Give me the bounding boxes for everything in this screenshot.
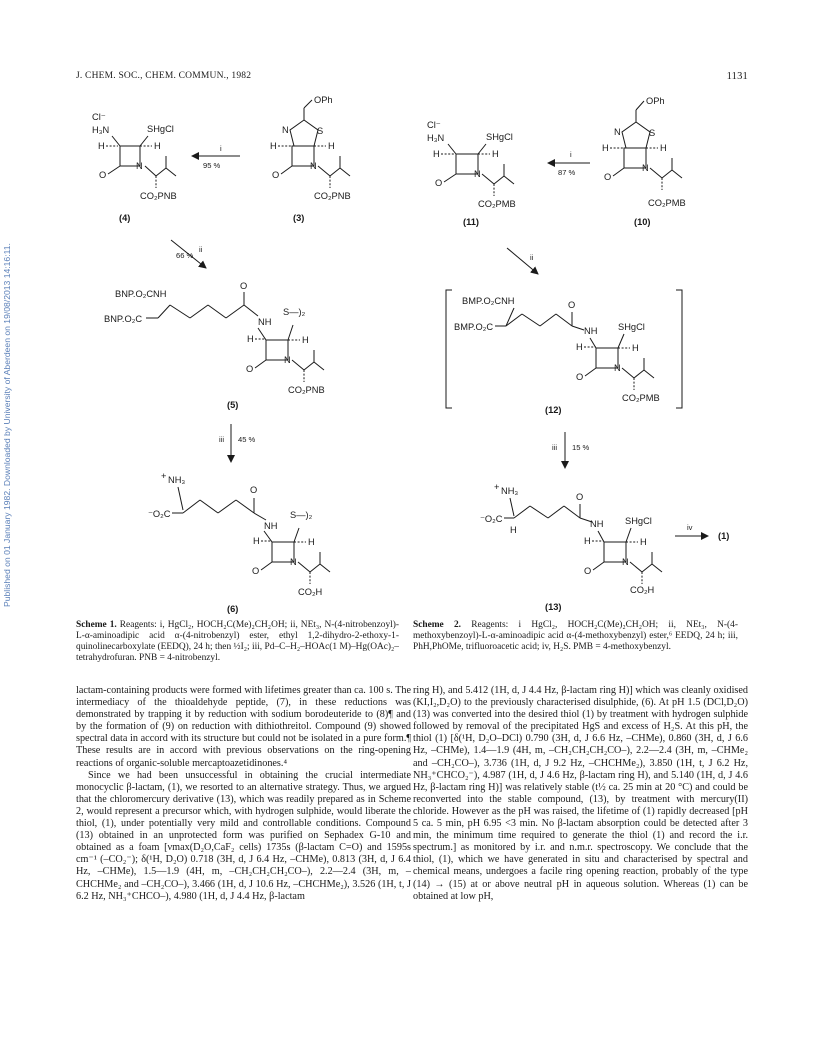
compound-12-structure: [454, 296, 660, 415]
compound-6-structure: [148, 471, 330, 614]
svg-text:H: H: [584, 536, 591, 546]
download-watermark: Published on 01 January 1982. Downloaded by University of Aberdeen on 19/08/2013 14:16:11.: [2, 243, 12, 607]
svg-text:CO₂PMB: CO₂PMB: [478, 199, 516, 209]
svg-text:H: H: [510, 525, 517, 535]
svg-text:iii: iii: [552, 443, 558, 452]
svg-text:NH: NH: [590, 519, 604, 529]
svg-text:+: +: [494, 482, 500, 492]
svg-text:NH: NH: [584, 326, 598, 336]
svg-text:O: O: [576, 372, 584, 382]
svg-text:S—)₂: S—)₂: [283, 307, 306, 317]
compound-5-structure: [104, 281, 325, 410]
svg-text:H: H: [302, 335, 309, 345]
svg-text:SHgCl: SHgCl: [625, 516, 652, 526]
svg-text:SHgCl: SHgCl: [486, 132, 513, 142]
svg-text:i: i: [570, 150, 572, 159]
svg-text:H: H: [270, 141, 277, 151]
svg-text:S: S: [317, 126, 324, 136]
compound-13-structure: [480, 482, 662, 612]
svg-text:H: H: [640, 537, 647, 547]
svg-text:NH: NH: [258, 317, 272, 327]
svg-text:87 %: 87 %: [558, 168, 576, 177]
svg-text:N: N: [310, 161, 317, 171]
svg-text:iii: iii: [219, 435, 225, 444]
svg-text:N: N: [282, 125, 289, 135]
svg-text:Cl⁻: Cl⁻: [92, 112, 106, 122]
paragraph: Since we had been unsuccessful in obtaining the crucial intermediate monocyclic β-lactam, (1), we resorted to an alternative strategy. Thus, we argued that the chloromercury derivative (13), which was readily prepared as in Scheme 2, would represent a precursor which, with hydrogen sulphide, would liberate the thiol, (1), under potentially very mild and controllable conditions. Compound (13) obtained in an unprotected form was purified on Sephadex G-10 and obtained as a foam [νmax(D₂O,CaF₂ cells) 1735s (β-lactam C=O) and 1595s cm⁻¹ (–CO₂⁻); δ(¹H, D₂O) 0.718 (3H, d, J 6.4 Hz, –CHMe), 0.813 (3H, d, J 6.4 Hz, –CHMe), 1.5—1.9 (4H, m, –CH₂CH₂CH₂CO–), 2.2—2.4 (3H, m, –CHCHMe₂ and –CH₂CO–), 3.466 (1H, d, J 10.6 Hz, –CHCHMe₂), 3.526 (1H, t, J 6.2 Hz, NH₃⁺CHCO–), 4.980 (1H, d, J 4.4 Hz, β-lactam: [76, 769, 411, 902]
svg-text:H: H: [660, 143, 667, 153]
svg-text:H: H: [308, 537, 315, 547]
svg-text:SHgCl: SHgCl: [147, 124, 174, 134]
svg-text:H: H: [576, 342, 583, 352]
svg-text:BMP.O₂CNH: BMP.O₂CNH: [462, 296, 515, 306]
page-number: 1131: [726, 71, 748, 82]
svg-text:BNP.O₂CNH: BNP.O₂CNH: [115, 289, 167, 299]
svg-text:95 %: 95 %: [203, 161, 221, 170]
svg-text:O: O: [576, 492, 584, 502]
svg-text:66 %: 66 %: [176, 251, 194, 260]
journal-header: J. CHEM. SOC., CHEM. COMMUN., 1982: [76, 71, 252, 81]
svg-text:S—)₂: S—)₂: [290, 510, 313, 520]
compound-label-12: (12): [545, 405, 562, 415]
svg-text:O: O: [272, 170, 280, 180]
svg-text:⁻O₂C: ⁻O₂C: [148, 509, 171, 519]
svg-text:Cl⁻: Cl⁻: [427, 120, 441, 130]
svg-text:iv: iv: [687, 523, 693, 532]
svg-text:SHgCl: SHgCl: [618, 322, 645, 332]
compound-label-1: (1): [718, 531, 730, 541]
svg-text:i: i: [220, 144, 222, 153]
svg-text:O: O: [240, 281, 248, 291]
svg-text:H: H: [632, 343, 639, 353]
svg-text:N: N: [622, 557, 629, 567]
scheme1-caption: Scheme 1. Reagents: i, HgCl₂, HOCH₂C(Me)₂CH₂OH; ii, NEt₃, N-(4-nitrobenzoyl)-L-α-aminoadipic acid α-(4-nitrobenzyl) ester, ethyl 1,2-dihydro-2-ethoxy-1-quinolinecarboxylate (EEDQ), 24 h; then ½I₂; iii, Pd–C–H₂–HOAc(1 M)–Hg(OAc)₂–tetrahydrofuran. PNB = 4-nitrobenzyl.: [76, 620, 399, 663]
svg-text:N: N: [642, 163, 649, 173]
svg-text:CO₂PNB: CO₂PNB: [140, 191, 177, 201]
body-column-left: [76, 685, 411, 1045]
svg-text:N: N: [474, 169, 481, 179]
svg-text:CO₂PMB: CO₂PMB: [622, 393, 660, 403]
svg-text:O: O: [250, 485, 258, 495]
svg-text:CO₂PNB: CO₂PNB: [314, 191, 351, 201]
svg-text:NH₃: NH₃: [168, 475, 186, 485]
scheme2-caption: Scheme 2. Reagents: i HgCl₂, HOCH₂C(Me)₂CH₂OH; ii, NEt₃, N-(4-methoxybenzoyl)-L-α-aminoadipic acid α-(4-methoxybenzyl) ester,⁶ EEDQ, 24 h; iii, PhH,PhOMe, trifluoroacetic acid; iv, H₂S. PMB = 4-methoxybenzyl.: [413, 620, 738, 652]
svg-text:NH₃: NH₃: [501, 486, 519, 496]
svg-text:ii: ii: [530, 253, 534, 262]
compound-label-13: (13): [545, 602, 562, 612]
svg-text:H: H: [602, 143, 609, 153]
paragraph: ring H), and 5.412 (1H, d, J 4.4 Hz, β-lactam ring H)] which was cleanly oxidised (KI,I₂,D₂O) to the previously characterised disulphide, (6). At pH 1.5 (DCl,D₂O) (13) was converted into the desired thiol (1) by treatment with hydrogen sulphide followed by removal of the precipitated HgS and excess of H₂S. At this pH, the thiol (1) [δ(¹H, D₂O–DCl) 0.790 (3H, d, J 6.6 Hz, –CHMe), 0.860 (3H, d, J 6.6 Hz, –CHMe), 1.4—1.9 (4H, m, –CH₂CH₂CH₂CO–), 2.2—2.4 (3H, m, –CHMe₂ and –CH₂CO–), 3.736 (1H, d, J 9.2 Hz, –CHCHMe₂), 3.850 (1H, t, J 6.2 Hz, NH₃⁺CHCO₂⁻), 4.987 (1H, d, J 4.6 Hz, β-lactam ring H), and 5.140 (1H, d, J 4.6 Hz, β-lactam ring H)] was relatively stable (t½ ca. 25 min at 20 °C) and could be reconverted into the stable compound, (13), by treatment with mercury(II) chloride. However as the pH was raised, the lifetime of (1) rapidly decreased [pH 5 ca. 5 min, pH 6.95 <3 min. No β-lactam absorption could be detected after 3 min, the minimum time required to generate the thiol (1) and record the i.r. spectrum.] as monitored by i.r. and n.m.r. spectroscopy. We conclude that the thiol, (1), which we have generated in situ and characterised by spectral and chemical means, undergoes a facile ring opening reaction, probably of the type (14) → (15) at or above neutral pH in aqueous solution. Whereas (1) can be obtained at low pH,: [413, 685, 748, 902]
svg-text:BNP.O₂C: BNP.O₂C: [104, 314, 143, 324]
svg-text:H: H: [328, 141, 335, 151]
compound-label-4: (4): [119, 213, 131, 223]
svg-text:BMP.O₂C: BMP.O₂C: [454, 322, 494, 332]
svg-text:CO₂PMB: CO₂PMB: [648, 198, 686, 208]
svg-text:⁻O₂C: ⁻O₂C: [480, 514, 503, 524]
svg-text:OPh: OPh: [646, 96, 665, 106]
svg-text:N: N: [614, 363, 621, 373]
svg-text:O: O: [604, 172, 612, 182]
svg-text:O: O: [435, 178, 443, 188]
compound-label-11: (11): [463, 217, 480, 227]
paragraph: lactam-containing products were formed with lifetimes greater than ca. 100 s. The intermediacy of the thioaldehyde peptide, (7), in these reductions was demonstrated by trapping it by reduction with sodium borodeuteride to (8)¶ and by the formation of (9) on reduction with dithiothreitol. Compound (9) showed spectral data in accord with its structure but could not be isolated in a pure form.¶ These results are in accord with previous observations on the ring-opening reactions of organic-soluble mercaptoazetidinones.⁴: [76, 685, 411, 769]
svg-text:O: O: [246, 364, 254, 374]
svg-text:H: H: [433, 149, 440, 159]
svg-text:ii: ii: [199, 245, 203, 254]
svg-text:+: +: [161, 471, 167, 481]
svg-text:N: N: [284, 355, 291, 365]
svg-text:CO₂H: CO₂H: [630, 585, 655, 595]
svg-text:H: H: [98, 141, 105, 151]
svg-text:H: H: [247, 334, 254, 344]
compound-3-structure: [270, 95, 351, 223]
svg-text:N: N: [290, 557, 297, 567]
compound-label-10: (10): [634, 217, 651, 227]
svg-text:O: O: [584, 566, 592, 576]
compound-10-structure: [602, 96, 686, 227]
compound-label-6: (6): [227, 604, 239, 614]
svg-text:S: S: [649, 128, 656, 138]
compound-label-5: (5): [227, 400, 239, 410]
svg-text:H: H: [492, 149, 499, 159]
compound-11-structure: [427, 120, 516, 227]
compound-4-structure: [92, 112, 177, 223]
svg-text:O: O: [99, 170, 107, 180]
svg-text:15 %: 15 %: [572, 443, 590, 452]
svg-text:O: O: [252, 566, 260, 576]
svg-text:H: H: [154, 141, 161, 151]
svg-text:CO₂PNB: CO₂PNB: [288, 385, 325, 395]
svg-text:H₃N: H₃N: [427, 133, 445, 143]
svg-text:NH: NH: [264, 521, 278, 531]
compound-label-3: (3): [293, 213, 305, 223]
svg-text:OPh: OPh: [314, 95, 333, 105]
svg-text:H₃N: H₃N: [92, 125, 110, 135]
body-column-right: [413, 685, 748, 1045]
svg-text:O: O: [568, 300, 576, 310]
svg-text:N: N: [136, 161, 143, 171]
svg-text:CO₂H: CO₂H: [298, 587, 323, 597]
svg-text:H: H: [253, 536, 260, 546]
svg-text:45 %: 45 %: [238, 435, 256, 444]
svg-text:N: N: [614, 127, 621, 137]
